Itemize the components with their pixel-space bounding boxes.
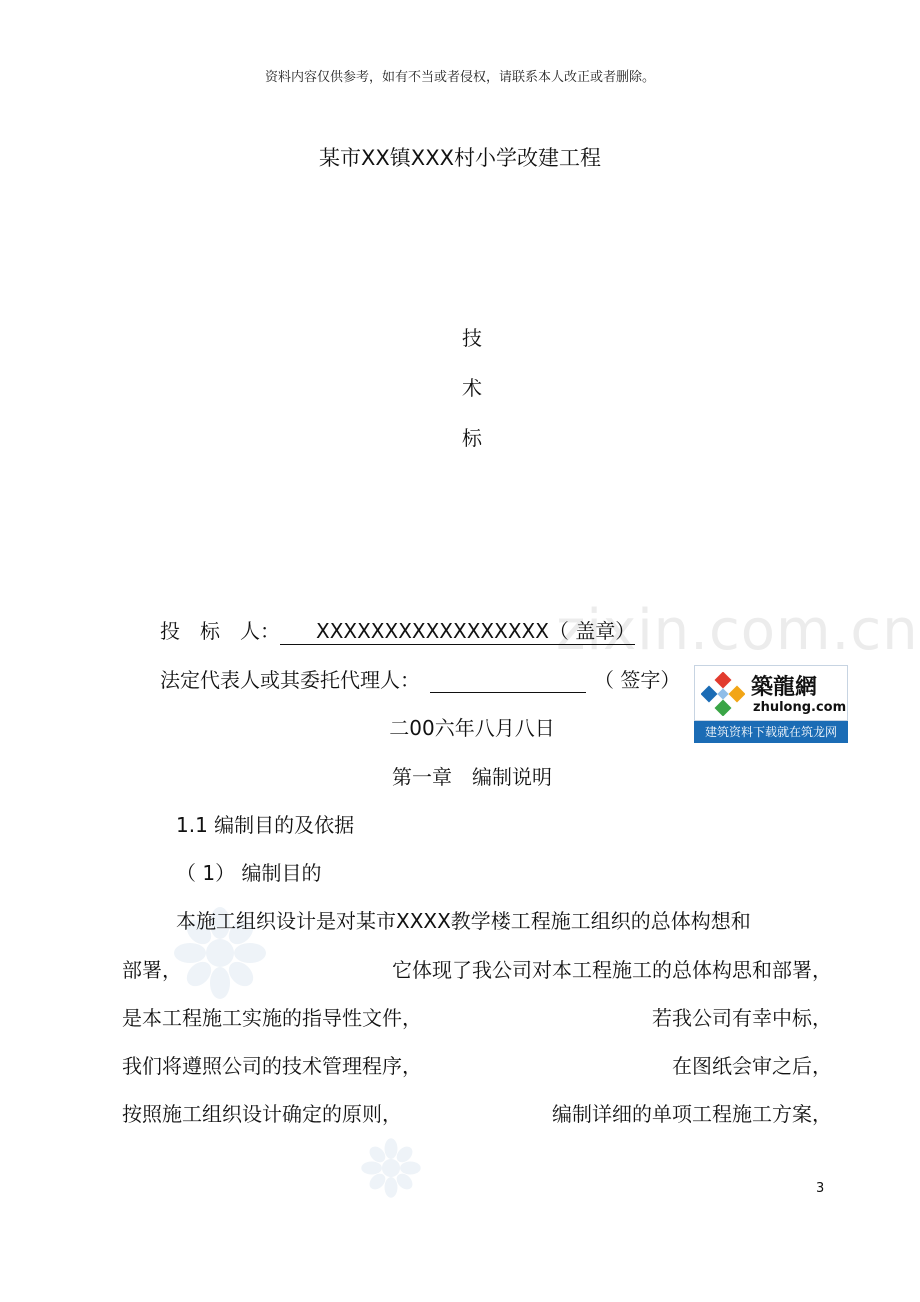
bidder-value: XXXXXXXXXXXXXXXXX（ 盖章） bbox=[280, 615, 635, 645]
bidder-label: 投 标 人： bbox=[160, 619, 280, 643]
paragraph-line-3a: 是本工程施工实施的指导性文件， bbox=[122, 1006, 422, 1030]
paragraph-line-5a: 按照施工组织设计确定的原则， bbox=[122, 1102, 402, 1126]
faint-flower-icon-small bbox=[360, 1137, 422, 1199]
paragraph-line-3b: 若我公司有幸中标， bbox=[652, 1006, 832, 1030]
paragraph-line-2a: 部署， bbox=[122, 958, 182, 982]
logo-cn-text: 築龍網 bbox=[751, 674, 818, 700]
paragraph-line-4b: 在图纸会审之后， bbox=[672, 1054, 832, 1078]
doc-type-char-2: 术 bbox=[462, 376, 482, 400]
subsection-heading: （ 1） 编制目的 bbox=[176, 861, 322, 885]
logo-en-text: zhulong.com bbox=[753, 700, 847, 715]
page-number: 3 bbox=[816, 1181, 825, 1196]
project-title: 某市XX镇XXX村小学改建工程 bbox=[319, 146, 601, 170]
doc-type-char-3: 标 bbox=[462, 426, 482, 450]
legal-rep-label: 法定代表人或其委托代理人： bbox=[160, 668, 420, 692]
legal-rep-suffix: （ 签字） bbox=[594, 668, 681, 692]
disclaimer-header: 资料内容仅供参考，如有不当或者侵权，请联系本人改正或者删除。 bbox=[264, 70, 655, 85]
section-heading: 1.1 编制目的及依据 bbox=[176, 813, 355, 837]
logo-mark-icon bbox=[701, 672, 745, 716]
logo-slogan: 建筑资料下载就在筑龙网 bbox=[694, 721, 848, 743]
paragraph-line-4a: 我们将遵照公司的技术管理程序， bbox=[122, 1054, 422, 1078]
doc-type-char-1: 技 bbox=[462, 326, 482, 350]
bid-date: 二00六年八月八日 bbox=[389, 716, 555, 740]
site-watermark: zixin.com.cn bbox=[556, 598, 919, 663]
legal-rep-row bbox=[160, 664, 680, 693]
bidder-row bbox=[160, 615, 635, 645]
paragraph-line-2b: 它体现了我公司对本工程施工的总体构思和部署， bbox=[392, 958, 832, 982]
paragraph-line-1: 本施工组织设计是对某市XXXX教学楼工程施工组织的总体构想和 bbox=[176, 909, 751, 933]
paragraph-line-5b: 编制详细的单项工程施工方案， bbox=[552, 1102, 832, 1126]
chapter-heading: 第一章 编制说明 bbox=[392, 765, 552, 789]
signature-blank bbox=[430, 670, 586, 693]
